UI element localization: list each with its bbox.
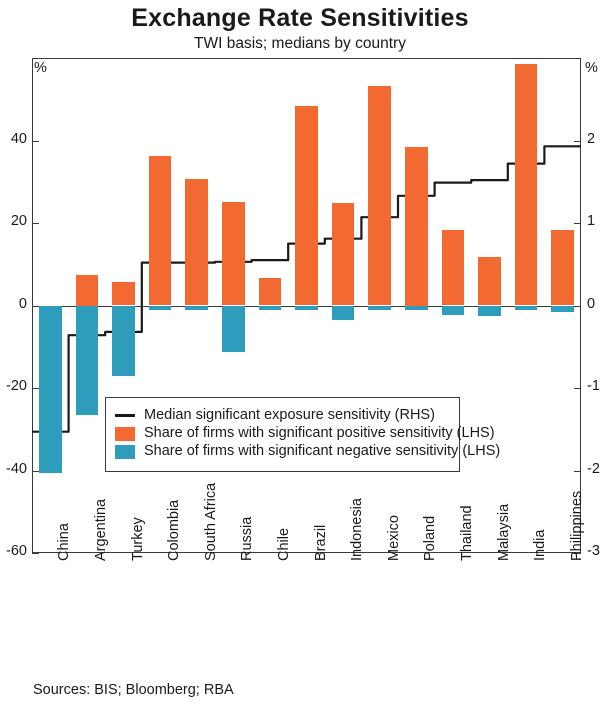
bar-negative (259, 306, 282, 310)
y-axis-tick-label-right: 1 (587, 213, 596, 229)
y-axis-tick-label-left: -20 (6, 378, 27, 394)
y-axis-tick-label-left: 40 (10, 130, 27, 147)
axis-tick-mark (32, 141, 39, 142)
legend-item (115, 443, 501, 460)
bar-negative (112, 306, 135, 377)
y-axis-tick-label-left: -60 (6, 543, 27, 559)
bar-positive (185, 179, 208, 305)
legend-item (115, 408, 450, 423)
x-axis-category-label: Turkey (129, 517, 146, 561)
axis-tick-mark (574, 388, 581, 389)
plot-area (32, 58, 581, 553)
legend-label: Share of firms with significant negative sensitivity (LHS) (144, 443, 501, 460)
x-axis-category-label: Russia (239, 516, 256, 561)
x-axis-category-label: Malaysia (495, 503, 512, 561)
y-axis-tick-label-left: 0 (18, 295, 27, 312)
x-axis-category-label: Thailand (458, 505, 475, 561)
bar-negative (295, 306, 318, 310)
x-axis-category-label: Colombia (166, 499, 183, 561)
x-axis-category-label: Argentina (92, 498, 109, 561)
left-axis-unit: % (34, 60, 47, 76)
x-axis-category-label: India (532, 529, 549, 561)
axis-tick-mark (574, 471, 581, 472)
right-axis-unit: % (585, 60, 598, 76)
bar-positive (222, 202, 245, 306)
y-axis-tick-label-left: -40 (6, 460, 27, 477)
x-axis-category-label: South Africa (202, 482, 219, 561)
axis-tick-mark (574, 223, 581, 224)
axis-tick-mark (32, 223, 39, 224)
bar-negative (39, 306, 62, 474)
bar-negative (368, 306, 391, 311)
x-axis-category-label: Brazil (312, 524, 329, 561)
y-axis-tick-label-right: -1 (587, 378, 600, 394)
bar-positive (478, 257, 501, 306)
y-axis-tick-label-right: 0 (587, 295, 596, 312)
chart-legend (105, 397, 501, 472)
bar-negative (149, 306, 172, 310)
axis-tick-mark (32, 471, 39, 472)
bar-negative (332, 306, 355, 320)
chart-subtitle: TWI basis; medians by country (194, 35, 406, 52)
bar-positive (332, 203, 355, 305)
legend-line-icon (115, 414, 135, 417)
legend-item (115, 425, 495, 442)
bar-positive (405, 147, 428, 306)
bar-positive (259, 278, 282, 306)
bar-positive (515, 64, 538, 306)
x-axis-category-label: Poland (422, 515, 439, 561)
axis-tick-mark (574, 141, 581, 142)
x-axis-category-label: China (56, 523, 73, 561)
bar-negative (478, 306, 501, 316)
x-axis-category-label: Mexico (385, 515, 402, 561)
bar-positive (551, 230, 574, 306)
y-axis-tick-label-right: -3 (587, 543, 600, 559)
bar-positive (442, 230, 465, 305)
bar-positive (76, 275, 99, 306)
y-axis-tick-label-right: -2 (587, 460, 600, 477)
bar-positive (368, 86, 391, 305)
x-axis-category-label: Indonesia (349, 498, 366, 561)
bar-negative (405, 306, 428, 310)
bar-negative (515, 306, 538, 310)
legend-label: Share of firms with significant positive sensitivity (LHS) (144, 425, 495, 442)
x-axis-category-label: Philippines (568, 490, 585, 561)
bar-negative (222, 306, 245, 352)
bar-negative (76, 306, 99, 415)
sources-note: Sources: BIS; Bloomberg; RBA (33, 682, 234, 698)
legend-label: Median significant exposure sensitivity (RHS) (144, 407, 435, 423)
y-axis-tick-label-right: 2 (587, 130, 596, 147)
axis-tick-mark (32, 388, 39, 389)
bar-positive (295, 106, 318, 305)
chart-title: Exchange Rate Sensitivities (131, 4, 469, 32)
legend-swatch-negative (115, 445, 135, 459)
x-axis-category-label: Chile (275, 527, 292, 561)
bar-positive (112, 282, 135, 306)
bar-negative (442, 306, 465, 315)
bar-positive (149, 156, 172, 305)
legend-swatch-positive (115, 427, 135, 441)
bar-negative (551, 306, 574, 313)
axis-tick-mark (32, 553, 39, 554)
y-axis-tick-label-left: 20 (10, 213, 27, 229)
bar-negative (185, 306, 208, 311)
